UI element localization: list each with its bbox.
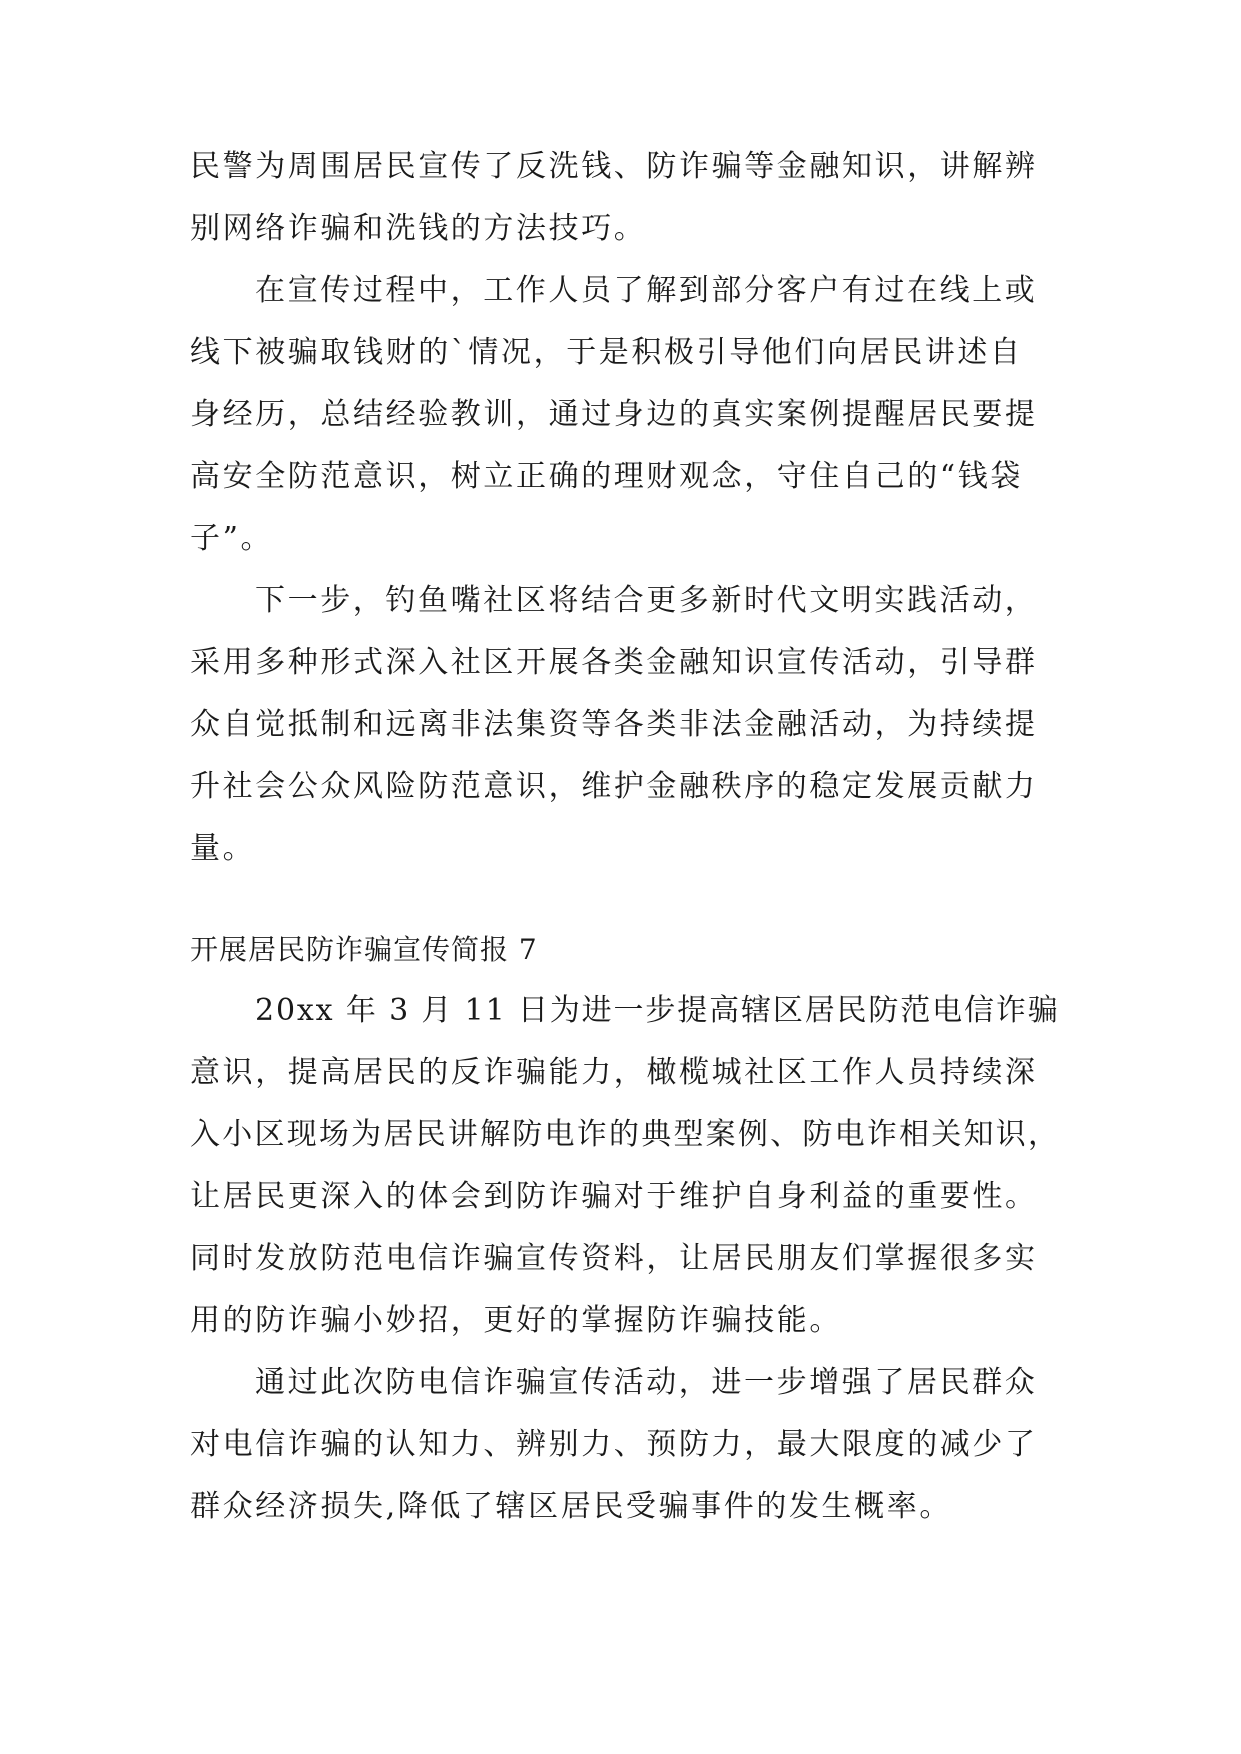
text-line: 对电信诈骗的认知力、辨别力、预防力，最大限度的减少了 [190, 1427, 1038, 1462]
text-line: 高安全防范意识，树立正确的理财观念，守住自己的“钱袋 [190, 459, 1023, 494]
text-line: 采用多种形式深入社区开展各类金融知识宣传活动，引导群 [190, 645, 1038, 680]
text-line: 用的防诈骗小妙招，更好的掌握防诈骗技能。 [190, 1303, 842, 1338]
text-line: 让居民更深入的体会到防诈骗对于维护自身利益的重要性。 [190, 1179, 1038, 1214]
text-line: 量。 [190, 831, 256, 866]
text-line: 升社会公众风险防范意识，维护金融秩序的稳定发展贡献力 [190, 769, 1038, 804]
text-line: 别网络诈骗和洗钱的方法技巧。 [190, 211, 647, 246]
text-line: 众自觉抵制和远离非法集资等各类非法金融活动，为持续提 [190, 707, 1038, 742]
text-line: 入小区现场为居民讲解防电诈的典型案例、防电诈相关知识， [190, 1117, 1061, 1152]
text-line: 意识，提高居民的反诈骗能力，橄榄城社区工作人员持续深 [190, 1055, 1038, 1090]
text-line: 线下被骗取钱财的`情况，于是积极引导他们向居民讲述自 [190, 335, 1023, 370]
text-line: 民警为周围居民宣传了反洗钱、防诈骗等金融知识，讲解辨 [190, 149, 1038, 184]
text-line: 同时发放防范电信诈骗宣传资料，让居民朋友们掌握很多实 [190, 1241, 1038, 1276]
text-line: 在宣传过程中，工作人员了解到部分客户有过在线上或 [255, 273, 1038, 308]
text-line: 通过此次防电信诈骗宣传活动，进一步增强了居民群众 [255, 1365, 1038, 1400]
text-line: 20xx 年 3 月 11 日为进一步提高辖区居民防范电信诈骗 [255, 993, 1060, 1028]
section-heading: 开展居民防诈骗宣传简报 7 [190, 933, 538, 966]
text-line: 群众经济损失,降低了辖区居民受骗事件的发生概率。 [190, 1489, 952, 1524]
text-line: 身经历，总结经验教训，通过身边的真实案例提醒居民要提 [190, 397, 1038, 432]
text-line: 下一步，钓鱼嘴社区将结合更多新时代文明实践活动， [255, 583, 1038, 618]
text-line: 子”。 [190, 521, 274, 556]
